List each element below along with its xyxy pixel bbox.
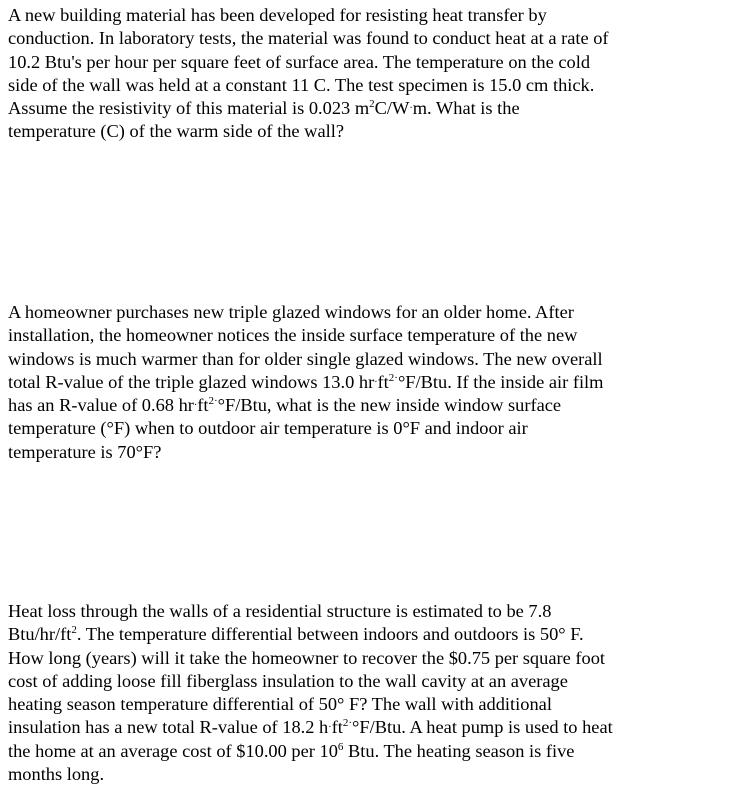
problem-1-line-2: conduction. In laboratory tests, the material was found to conduct heat at a rate of [8,28,609,49]
superscript-2: 2· [388,371,398,384]
problem-2-line-4-text-b: ft [377,371,389,392]
superscript-2: 2 [369,98,375,111]
problem-1-line-1: A new building material has been developed for resisting heat transfer by [8,5,547,25]
superscript-6: 6 [337,740,344,753]
problem-1-line-5-text-a: Assume the resistivity of this material is 0.023 m [8,98,370,119]
problem-1-line-5 [8,97,724,120]
problem-2-line-4-text-c: °F/Btu. If the inside air film [397,371,604,392]
problem-3-line-7-text-b: Btu. The heating season is five [343,740,575,761]
problem-2-line-1: A homeowner purchases new triple glazed windows for an older home. After [8,302,574,322]
problem-3-line-6 [8,716,724,739]
problem-1-line-6: temperature (C) of the warm side of the wall? [8,121,345,142]
middle-dot: · [374,376,378,388]
problem-3-line-6-text-c: °F/Btu. A heat pump is used to heat [352,717,613,738]
problem-2-line-6: temperature (°F) when to outdoor air temperature is 0°F and indoor air [8,418,528,439]
problem-3-line-4: cost of adding loose fill fiberglass insulation to the wall cavity at an average [8,670,568,691]
problem-1-paragraph [8,4,724,144]
problem-3-line-2-text-a: Btu/hr/ft [8,624,72,645]
superscript-2: 2· [208,395,218,408]
problem-3-line-8: months long. [8,764,105,785]
problem-1-line-4: side of the wall was held at a constant 11 C. The test specimen is 15.0 cm thick. [8,74,595,95]
problem-2-line-5-text-b: ft [197,395,209,416]
superscript-2: 2 [71,624,77,637]
problem-3-line-2 [8,623,724,646]
problem-2-paragraph [8,301,724,464]
problem-3-line-7-text-a: the home at an average cost of $10.00 per 10 [8,740,338,761]
problem-2-line-5 [8,394,724,417]
middle-dot: · [409,103,413,115]
problem-2-line-5-text-c: °F/Btu, what is the new inside window surface [217,395,562,416]
problem-3-paragraph [8,600,724,786]
problem-3-line-3: How long (years) will it take the homeowner to recover the $0.75 per square foot [8,647,605,668]
problem-1-line-3: 10.2 Btu's per hour per square feet of surface area. The temperature on the cold [8,51,591,72]
problem-2-line-2: installation, the homeowner notices the inside surface temperature of the new [8,325,578,346]
problem-1-line-5-text-b: C/W [374,98,410,119]
problem-2-line-4-text-a: total R-value of the triple glazed windows 13.0 hr [8,371,375,392]
problem-3-line-1: Heat loss through the walls of a residential structure is estimated to be 7.8 [8,601,552,621]
problem-3-line-7 [8,740,724,763]
superscript-2: 2· [342,717,352,730]
problem-3-line-6-text-a: insulation has a new total R-value of 18.2 h [8,717,329,738]
problem-1-line-5-text-c: m. What is the [412,98,520,119]
middle-dot: · [193,400,198,412]
problem-3-line-5: heating season temperature differential of 50° F? The wall with additional [8,694,552,715]
problem-2-line-3: windows is much warmer than for older single glazed windows. The new overall [8,348,603,369]
problem-2-line-7: temperature is 70°F? [8,441,162,462]
middle-dot: · [328,722,332,734]
problem-3-line-2-text-b: . The temperature differential between indoors and outdoors is 50° F. [76,624,584,645]
problem-2-line-5-text-a: has an R-value of 0.68 hr [8,395,194,416]
problem-2-line-4 [8,371,724,394]
problem-3-line-6-text-b: ft [331,717,343,738]
